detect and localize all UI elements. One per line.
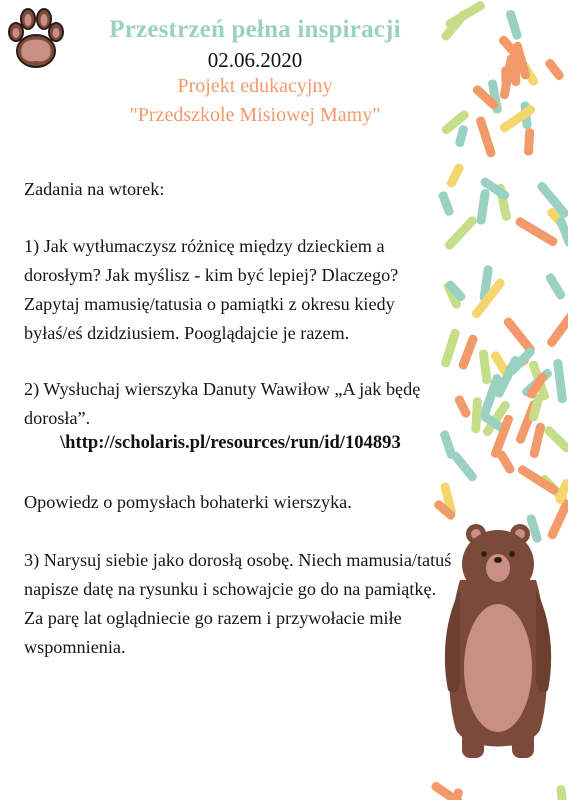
project-label: Projekt edukacyjny xyxy=(177,75,333,97)
confetti-stroke xyxy=(501,66,511,88)
confetti-stroke xyxy=(471,397,482,433)
confetti-stroke xyxy=(475,115,496,158)
poem-link[interactable]: \http://scholaris.pl/resources/run/id/104893 xyxy=(60,432,401,453)
confetti-stroke xyxy=(453,394,471,419)
task-2: 2) Wysłuchaj wierszyka Danuty Wawiłow „A jak będę dorosła”. xyxy=(24,379,421,428)
bear-paw-icon xyxy=(6,5,66,75)
confetti-stroke xyxy=(555,216,568,248)
intro-text: Zadania na wtorek: xyxy=(24,179,165,199)
confetti-stroke xyxy=(454,124,468,148)
confetti-stroke xyxy=(556,785,568,800)
poster-title: Przestrzeń pełna inspiracji xyxy=(109,16,401,43)
confetti-stroke xyxy=(514,216,559,248)
confetti-stroke xyxy=(458,334,479,371)
confetti-stroke xyxy=(478,349,491,385)
confetti-stroke xyxy=(529,422,546,459)
confetti-stroke xyxy=(439,429,457,460)
task-1: 1) Jak wytłumaczysz różnicę między dzieckiem a dorosłym? Jak myślisz - kim być lepiej? Dlaczego? Zapytaj mamusię/tatusia o pamiątki z okresu kiedy byłaś/eś dzidziusiem. Pooglądajcie je razem. xyxy=(24,236,399,343)
poster-date: 02.06.2020 xyxy=(207,48,303,72)
bear-illustration xyxy=(438,520,558,760)
confetti-stroke xyxy=(516,464,559,496)
confetti-stroke xyxy=(476,189,490,225)
task-2-followup: Opowiedz o pomysłach bohaterki wierszyka. xyxy=(24,492,352,512)
confetti-stroke xyxy=(543,424,568,454)
confetti-stroke xyxy=(544,272,566,301)
confetti-stroke xyxy=(444,0,486,30)
confetti-stroke xyxy=(544,57,566,81)
confetti-stroke xyxy=(553,358,567,403)
task-3: 3) Narysuj siebie jako dorosłą osobę. Niech mamusia/tatuś napisze datę na rysunku i schowajcie go do na pamiątkę. Za parę lat oglądniecie go razem i przywołacie miłe wspomnienia. xyxy=(24,550,452,657)
confetti-stroke xyxy=(545,306,568,349)
confetti-stroke xyxy=(524,128,535,156)
confetti-stroke xyxy=(505,9,523,41)
project-name: "Przedszkole Misiowej Mamy" xyxy=(129,104,381,126)
